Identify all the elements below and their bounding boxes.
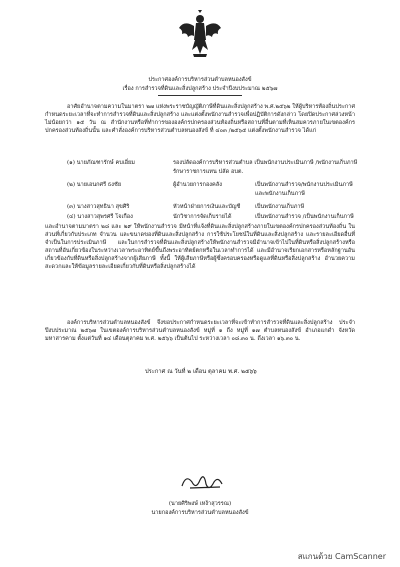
paragraph-authority: อาศัยอำนาจตามความในมาตรา ๒๗ แห่งพระราชบัญญัติภาษีที่ดินและสิ่งปลูกสร้าง พ.ศ.๒๕๖๒ ให้ผู้บริหารท้องถิ่นประกาศกำหนดระยะเวลาที่จะทำการสำรวจที่ดินและสิ่งปลูกสร้าง และแต่งตั้งพนักงานสำรวจเพื่อปฏิบัติการดังกล่าว โดยปิดประกาศล่วงหน้าไม่น้อยกว่า ๑๕ วัน ณ สำนักงานหรือที่ทำการขององค์กรปกครองส่วนท้องถิ่นหรือสถานที่อื่นตามที่เห็นสมควรภายในเขตองค์กรปกครองส่วนท้องถิ่นนั้น และคำสั่งองค์การบริหารส่วนตำบลหนองสังข์ ที่ ๔๐๓ /๒๕๖๕ แต่งตั้งพนักงานสำรวจ ได้แก่ (45, 104, 355, 135)
paragraph-duties: และอำนาจตามมาตรา ๒๘ และ ๒๙ ให้พนักงานสำรวจ มีหน้าที่แจ้งที่ดินและสิ่งปลูกสร้างภายในเขตองค์กรปกครองส่วนท้องถิ่น ในส่วนที่เกี่ยวกับประเภท จำนวน และขนาดของที่ดินและสิ่งปลูกสร้าง การใช้ประโยชน์ในที่ดินและสิ่งปลูกสร้าง และรายละเอียดอื่นที่จำเป็นในการประเมินภาษี และในการสำรวจที่ดินและสิ่งปลูกสร้างให้พนักงานสำรวจมีอำนาจเข้าไปในที่ดินหรือสิ่งปลูกสร้างหรือสถานที่อันเกี่ยวข้องในระหว่างเวลาพระอาทิตย์ขึ้นถึงพระอาทิตย์ตกหรือในเวลาทำการได้ และมีอำนาจเรียกเอกสารหรือหลักฐานอันเกี่ยวข้องกับที่ดินหรือสิ่งปลูกสร้างจากผู้เสียภาษี ทั้งนี้ ให้ผู้เสียภาษีหรือผู้ซึ่งครอบครองหรือดูแลที่ดินหรือสิ่งปลูกสร้าง อำนวยความสะดวกและให้ข้อมูลรายละเอียดเกี่ยวกับที่ดินหรือสิ่งปลูกสร้างได้ (45, 224, 355, 271)
staff-1-name: (๑) นายภัณฑารักษ์ คบเอี่ยม (67, 160, 135, 166)
title-divider (158, 95, 242, 96)
staff-2-duty: เป็นพนักงานสำรวจ/พนักงานประเมินภาษี (255, 182, 353, 188)
staff-3-name: (๓) นางสาวสุทธินา สุขศิริ (67, 204, 130, 210)
paragraph-schedule: องค์การบริหารส่วนตำบลหนองสังข์ จึงขอประกาศกำหนดระยะเวลาที่จะเข้าทำการสำรวจที่ดินและสิ่งปลูกสร้าง ประจำปีงบประมาณ ๒๕๖๗ ในเขตองค์การบริหารส่วนตำบลหนองสังข์ หมู่ที่ ๑ ถึง หมู่ที่ ๑๗ ตำบลหนองสังข์ อำเภอแกดำ จังหวัดมหาสารคาม ตั้งแต่วันที่ ๑๔ เดือนตุลาคม พ.ศ. ๒๕๖๖ เป็นต้นไป ระหว่างเวลา ๐๘.๓๐ น. ถึงเวลา ๑๖.๓๐ น. (45, 320, 355, 343)
garuda-emblem-icon (178, 10, 222, 58)
staff-1-role: รองปลัดองค์การบริหารส่วนตำบล เป็นพนักงานประเมินภาษี /พนักงานเก็บภาษี (173, 160, 358, 166)
staff-4-duty: เป็นพนักงานสำรวจ /เป็นพนักงานเก็บภาษี (255, 214, 354, 220)
staff-4-name: (๔) นางสาวสุพรศรี โจเกือง (67, 214, 133, 220)
announcement-title: ประกาศองค์การบริหารส่วนตำบลหนองสังข์ (148, 77, 252, 83)
announcement-date: ประกาศ ณ วันที่ ๒ เดือน ตุลาคม พ.ศ. ๒๕๖๖ (145, 369, 257, 375)
staff-4-role: นักวิชาการจัดเก็บรายได้ (173, 214, 232, 220)
staff-3-duty: เป็นพนักงานเก็บภาษี (255, 204, 305, 210)
signatory-name: (นายศิริพงษ์ เหง้าสุวรรณ) (168, 501, 232, 507)
signatory-title: นายกองค์การบริหารส่วนตำบลหนองสังข์ (151, 510, 249, 516)
camscanner-watermark: สแกนด้วย CamScanner (297, 552, 386, 561)
staff-2-role: ผู้อำนวยการกองคลัง (173, 182, 222, 188)
staff-3-role: หัวหน้าฝ่ายการเงินและบัญชี (173, 204, 241, 210)
handwritten-signature-icon (176, 470, 236, 494)
staff-2-name: (๒) นายเอนกศรี ธงชัย (67, 182, 122, 188)
staff-1-role-note: รักษาราชการแทน ปลัด อบต. (173, 169, 244, 175)
staff-2-duty-cont: และพนักงานเก็บภาษี (255, 191, 305, 197)
subject-line: เรื่อง การสำรวจที่ดินและสิ่งปลูกสร้าง ประจำปีงบประมาณ ๒๕๖๗ (122, 86, 278, 92)
